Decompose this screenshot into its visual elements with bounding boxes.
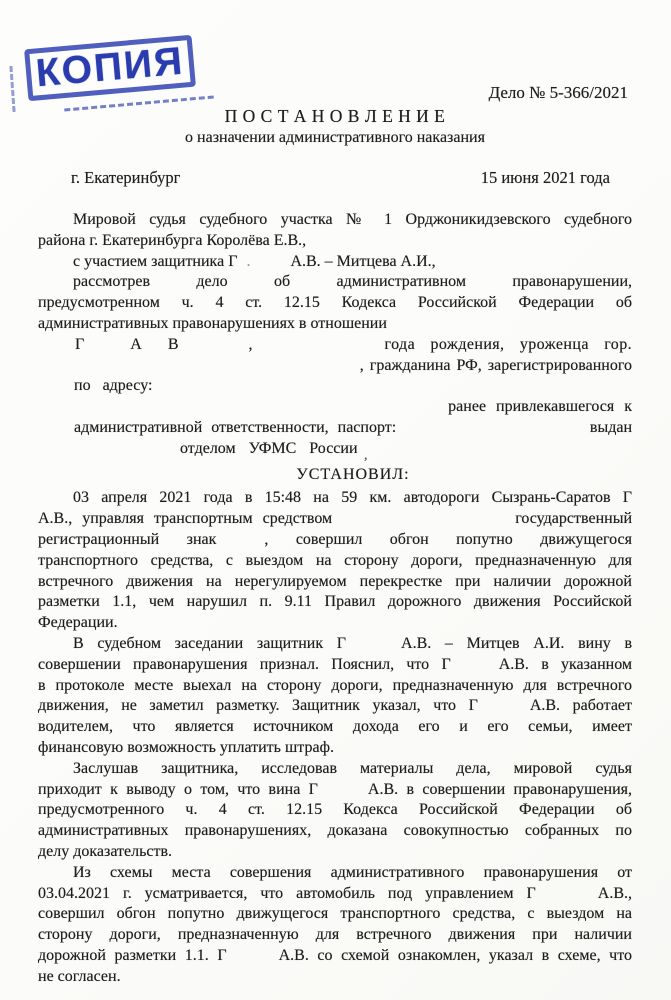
case-number: Дело № 5-366/2021 [488,83,628,102]
facts-line-3a: регистрационный знак [38,530,217,548]
scheme-line-3: совершил обгон попутно движущегося транспортного средства, с выездом на [38,905,632,923]
conclusion-line-1: Заслушав защитника, исследовав материалы дела, мировой судья [73,759,632,777]
facts-line [38,592,632,613]
conclusion-line-5: делу доказательств. [38,842,173,860]
redacted-gap [216,543,264,544]
case-line-1: рассмотрев дело об административном правонарушении, [73,273,632,291]
city-label: г. Екатеринбург [71,168,181,187]
copy-stamp-label: КОПИЯ [34,39,186,96]
judge-line-2: района г. Екатеринбурга Королёва Е.В., [38,231,307,249]
hearing-line-2a: совершении правонарушения признал. Пояснил, что Г [38,655,451,673]
case-line-2: предусмотренном ч. 4 ст. 12.15 Кодекса Российской Федерации об [38,294,632,312]
hearing-line [38,655,632,676]
person-citizen-text: , гражданина РФ, зарегистрированного [359,356,632,374]
hearing-line [38,717,632,738]
facts-line-2b: государственный [515,510,632,528]
person-passport-line [38,418,632,439]
conclusion-line-3: предусмотренного ч. 4 ст. 12.15 Кодекса Российской Федерации об [38,801,632,819]
document-body [38,210,632,987]
person-passport-issued: выдан [589,418,632,436]
document-subtitle: о назначении административного наказания [185,129,485,146]
document-content [38,0,632,987]
case-line [38,314,632,335]
scheme-line-2a: 03.04.2021 г. усматривается, что автомобиль под управлением Г [38,884,536,902]
scheme-line [38,946,632,967]
facts-line-4: транспортного средства, с выездом на сторону дороги, предназначенную для [38,551,632,569]
scan-comma-artifact: , [364,448,368,463]
scheme-line [38,884,632,905]
ruling-heading: УСТАНОВИЛ: [296,465,410,483]
document-title: П О С Т А Н О В Л Е Н И Е [224,106,446,126]
facts-line-5: встречного движения на нерегулируемом перекрестке при наличии дорожной [38,572,632,590]
facts-line-1: 03 апреля 2021 года в 15:48 на 59 км. автодороги Сызрань-Саратов Г [73,489,632,507]
hearing-line [38,676,632,697]
date-label: 15 июня 2021 года [480,168,610,187]
defender-text-pre: с участием защитника Г [73,252,238,270]
case-line [38,272,632,293]
person-initial-3: В [167,335,179,353]
redacted-gap [227,959,279,960]
conclusion-line [38,842,632,863]
person-citizen-line [38,356,632,377]
place-date-row [38,167,632,188]
person-prior-line [38,397,632,418]
person-passport-text: административной ответственности, паспорт: [74,418,397,436]
facts-line-6: разметки 1.1, чем нарушил п. 9.11 Правил дорожного движения Российской [38,593,632,611]
stamp-ink-left-artifact [9,66,15,112]
hearing-line-5: водителем, что является источником дохода его и его семьи, имеет [38,718,632,736]
scheme-line-1: Из схемы места совершения административного правонарушения от [73,863,632,881]
facts-line-3b: , совершил обгон попутно движущегося [264,530,633,548]
judge-paragraph-line [38,231,632,252]
person-initial-1: Г [75,335,85,353]
person-address-line [38,376,632,397]
facts-line [38,509,632,530]
judge-line-1: Мировой судья судебного участка № 1 Орджоникидзевского судебного [73,211,632,228]
facts-line [38,551,632,572]
conclusion-line-2b: А.В. в совершении правонарушения, [367,780,632,798]
facts-line-7: Федерации. [38,614,118,632]
facts-line [38,488,632,509]
scheme-line-5b: А.В. со схемой ознакомлен, указал в схеме, что [278,946,633,964]
conclusion-line [38,800,632,821]
scheme-line-6: не согласен. [38,967,121,985]
defender-line [38,252,632,273]
facts-line [38,572,632,593]
scheme-line [38,967,632,988]
judge-paragraph-line [38,210,632,231]
defender-text-post: А.В. – Митцева А.И., [290,252,436,270]
redacted-gap [318,793,368,794]
hearing-line [38,634,632,655]
person-initial-2: А [130,335,142,353]
case-line [38,293,632,314]
scan-dot-artifact: . [246,252,251,270]
facts-line-2a: А.В., управляя транспортным средством [38,510,333,528]
hearing-line-4b: А.В. работает [529,697,633,715]
scheme-line [38,925,632,946]
hearing-line-1a: В судебном заседании защитник Г [73,634,347,652]
hearing-line-6: финансовую возможность уплатить штраф. [38,738,334,756]
conclusion-line [38,759,632,780]
person-prior-text: ранее привлекавшегося к [448,398,632,416]
redacted-gap [346,647,401,648]
scheme-line [38,904,632,925]
person-issuer-text: отделом УФМС России [180,439,358,457]
redacted-gap [478,709,530,710]
scheme-line-2b: А.В., [597,884,632,902]
conclusion-line [38,821,632,842]
scheme-line [38,863,632,884]
redacted-gap [536,897,598,898]
scheme-line-4: сторону дороги, предназначенную для встречного движения при наличии [38,926,632,944]
conclusion-line-4: административных правонарушениях, доказана совокупностью собранных по [38,822,632,840]
hearing-line-2b: А.В. в указанном [498,655,633,673]
scheme-line-5a: дорожной разметки 1.1. Г [38,946,227,964]
hearing-line [38,738,632,759]
person-issuer-line [38,439,632,460]
redacted-gap [250,265,290,266]
person-address-label: по адресу: [74,377,153,395]
hearing-line-3: в протоколе месте выехал на сторону дороги, предназначенную для встречного [38,676,632,694]
conclusion-line [38,780,632,801]
redacted-gap [451,668,499,669]
hearing-line-1b: А.В. – Митцев А.И. вину в [401,634,632,652]
case-line-3: административных правонарушениях в отношении [38,314,387,332]
facts-line [38,530,632,551]
person-initials-line [38,335,632,356]
hearing-line [38,696,632,717]
facts-line [38,613,632,634]
person-birth-text: года рождения, уроженца гор. [384,335,632,353]
person-comma: , [248,335,253,353]
conclusion-line-2a: приходит к выводу о том, что вина Г [38,780,318,798]
hearing-line-4a: движения, не заметил разметку. Защитник указал, что Г [38,697,478,715]
